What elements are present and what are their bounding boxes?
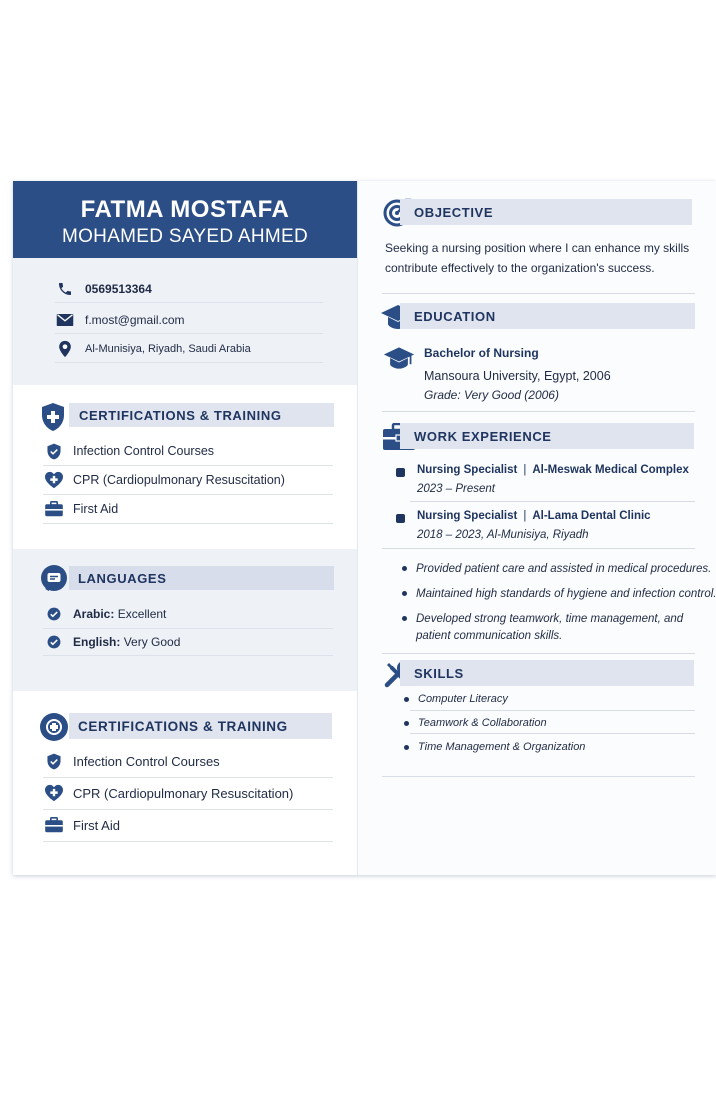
divider [382,653,695,654]
education-title: EDUCATION [400,303,695,329]
cert2-item: Infection Control Courses [43,746,333,778]
language-item: English: Very Good [43,628,333,656]
job-marker [396,514,405,523]
work-title: WORK EXPERIENCE [400,423,694,449]
divider [382,776,695,777]
work-bullet: Maintained high standards of hygiene and infection control. [402,588,716,600]
left-column [13,181,358,875]
cert2-item: CPR (Cardiopulmonary Resuscitation) [43,777,333,810]
heart-icon [43,783,65,803]
cert2-title: CERTIFICATIONS & TRAINING [69,713,332,739]
contact-phone [55,276,323,303]
cert-title: CERTIFICATIONS & TRAINING [69,403,334,427]
objective-title: OBJECTIVE [400,199,692,225]
phone-text: 0569513364 [85,282,152,296]
skills-title: SKILLS [400,660,694,686]
contact-address [55,336,323,363]
phone-icon [55,279,75,299]
job-title-line: Nursing Specialist | Al-Meswak Medical Complex [417,464,689,476]
name-line1: FATMA MOSTAFA [80,196,290,223]
cert2-item: First Aid [43,809,333,842]
address-text: Al-Munisiya, Riyadh, Saudi Arabia [85,343,251,355]
divider [382,548,695,549]
divider [410,733,695,734]
name-header [13,181,357,258]
language-item: Arabic: Excellent [43,600,333,629]
resume-page [13,181,716,875]
shield-icon [38,711,70,743]
kit-icon [43,499,65,519]
languages-title: LANGUAGES [69,566,334,590]
job-marker [396,468,405,477]
cert-item: CPR (Cardiopulmonary Resuscitation) [43,466,333,495]
chat-icon [39,564,69,594]
work-bullet-cont: patient communication skills. [416,630,563,642]
skill-item: Time Management & Organization [404,741,585,753]
work-bullet: Developed strong teamwork, time management, and [402,613,683,625]
divider [410,710,695,711]
right-column [358,181,716,875]
check-icon [43,752,65,772]
skill-item: Computer Literacy [404,693,508,705]
divider [410,501,695,502]
name-line2: MOHAMED SAYED AHMED [61,226,309,247]
skill-item: Teamwork & Collaboration [404,717,547,729]
education-grade: Grade: Very Good (2006) [424,388,559,402]
objective-line2: contribute effectively to the organization's success. [385,261,655,275]
job-dates: 2023 – Present [417,483,496,495]
education-degree: Bachelor of Nursing [424,346,539,360]
cert-item: Infection Control Courses [43,437,333,466]
heart-icon [43,470,65,490]
education-school: Mansoura University, Egypt, 2006 [424,369,611,383]
check-icon [43,441,65,461]
objective-line1: Seeking a nursing position where I can enhance my skills [385,241,690,255]
email-text: f.most@gmail.com [85,313,185,327]
job-dates: 2018 – 2023, Al-Munisiya, Riyadh [417,529,589,541]
email-icon [55,310,75,330]
graduation-cap-icon [382,344,416,372]
divider [382,411,695,412]
contact-email [55,307,323,334]
check-icon [43,604,65,624]
job-title-line: Nursing Specialist | Al-Lama Dental Clinic [417,510,651,522]
check-icon [43,632,65,652]
location-icon [55,339,75,359]
cert-item: First Aid [43,495,333,524]
kit-icon [43,815,65,835]
shield-icon [39,402,67,432]
work-bullet: Provided patient care and assisted in medical procedures. [402,563,711,575]
divider [382,293,695,294]
